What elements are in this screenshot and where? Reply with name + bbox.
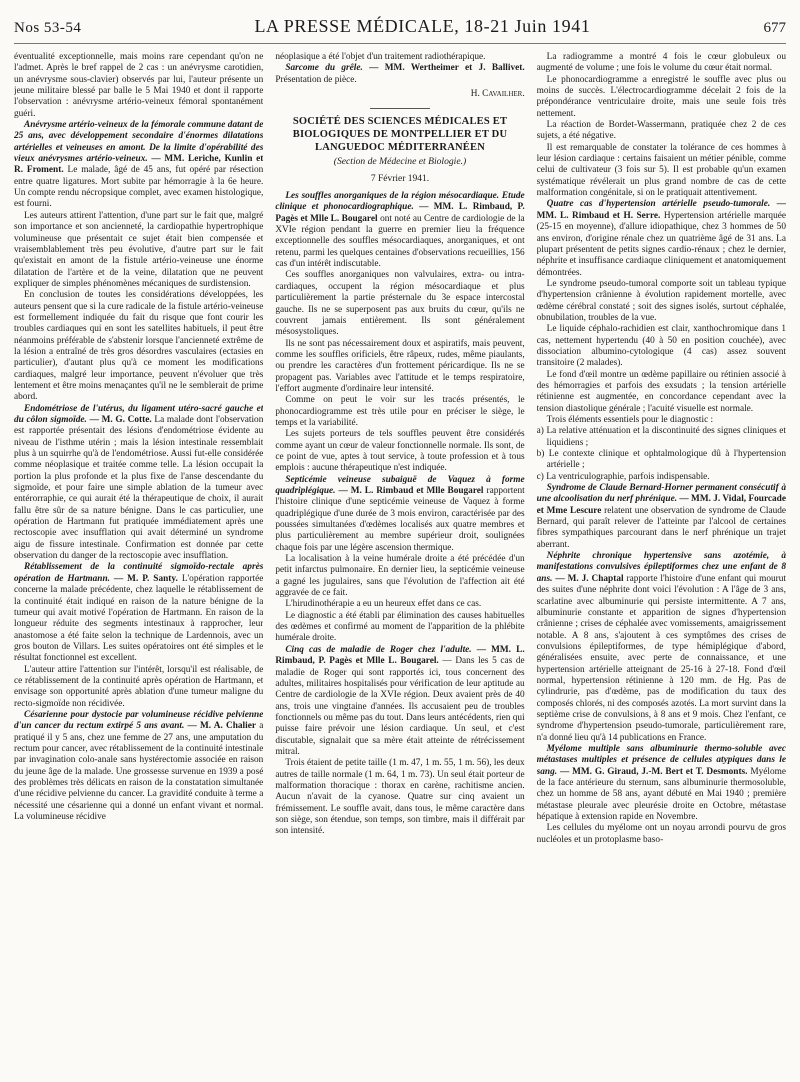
paragraph: néoplasique a été l'objet d'un traitement radiothérapique. [275,52,486,62]
article-title: Quatre cas d'hypertension artérielle pseudo-tumorale. [546,199,771,210]
paragraph: Les cellules du myélome ont un noyau arrondi pourvu de gros nucléoles et un protoplasme baso- [536,823,786,845]
paragraph: Ils ne sont pas nécessairement doux et aspiratifs, mais peuvent, comme les souffles orificiels, être râpeux, rudes, même piaulants, ou prendre les caractères d'un frottement péricardique. Ils ne se propagent pas. Variables avec l'attitude et le temps respiratoire, l'effort augmente d'ordinaire leur intensité. [275,338,525,394]
article-rimbaud-serre [537,199,786,278]
article-authors: — MM. L. Rimbaud et H. Serre. [536,199,786,221]
article-text: rapporte l'histoire d'une enfant qui mourut des suites d'une néphrite dont voici l'évolution : A l'âge de 3 ans, scarlatine avec albuminurie qui persiste intermittente. A 7 ans, albuminurie constante et apparition de signes d'hypertension crânienne ; crises de céphalée avec vomissements, amaigrissement notable. A 8 ans, s'ajoutent à ces symptômes des crises de convulsions épileptiformes, de type hémiplégique d'abord, généralisées ensuite, avec perte de connaissance, et une hypertension artérielle atteignant de 25-16 à 27-18. Fond d'œil normal, hypertension rétinienne à 120 mm. de Hg. Pas de cylindrurie, pas d'œdème, pas de modification du taux des composés chlorés, ni des composés azotés. La mort survint dans la septième crise de convulsions, à 8 ans et 9 mois. Chez l'enfant, ce syndrome d'hypertension pseudo-tumorale, particulièrement rare, n'a donné lieu qu'à 14 publications en France. [536,573,786,743]
paragraph: Il est remarquable de constater la tolérance de ces hommes à leur lésion cardiaque : certains faisaient un métier pénible, comme celui de cultivateur (3 fois sur 5). Il est probable qu'un examen systématique révélerait un plus grand nombre de cas de cette malformation congénitale, si on le pratiquait attentivement. [536,142,786,199]
paragraph: Le syndrome pseudo-tumoral comporte soit un tableau typique d'hypertension crânienne à évolution rapidement mortelle, avec œdème cérébral constaté ; soit des signes isolés, surtout céphalée, obnubilation, troubles de la vue. [536,278,786,323]
article-rimbaud-roger [275,645,524,758]
session-date: 7 Février 1941. [370,173,430,184]
article-giraud [537,744,786,823]
article-authors: — M. J. Chaptal [555,573,624,584]
paragraph: La réaction de Bordet-Wassermann, pratiquée chez 2 de ces sujets, a été négative. [536,120,786,142]
article-text: rapportent l'histoire clinique d'une septicémie veineuse de Vaquez à forme quadriplégique d'une durée de 3 mois environ, caractérisée par des poussées simultanées d'œdèmes localisés aux quatre membres et plus particulièrement au membre supérieur droit, soulignées chaque fois par une légère ascension thermique. [275,486,525,553]
article-title: Myélome multiple sans albuminurie thermo-soluble avec métastases multiples et présence de cellules atypiques dans le sang. [536,743,786,777]
article-title: Septicémie veineuse subaiguë de Vaquez à forme quadriplégique. [275,474,525,496]
article-text: ont noté au Centre de cardiologie de la XVIe région pendant la guerre en premier lieu la fréquence exceptionnelle des souffles mésocardiaques, anorganiques, et ont retenu, parmi les quelques centaines d'observations recueillies, 156 cas d'un intérêt indiscutable. [275,213,525,270]
article-title: Endométriose de l'utérus, du ligament utéro-sacré gauche et du côlon sigmoïde. [14,403,264,425]
paragraph: Les auteurs attirent l'attention, d'une part sur le fait que, malgré son importance et son ancienneté, la cardiopathie hypertrophique volumineuse que présentait ce sujet était bien compensée et vraisemblablement très peu évolutive, d'autre part sur le fait qu'existait en amont de la fistule artério-veineuse une énorme dilatation de l'artère et de la veine, dilatation que ne peuvent expliquer de simples phénomènes mécaniques de surdistension. [14,210,264,289]
paragraph: L'hirudinothérapie a eu un heureux effet dans ce cas. [285,599,482,610]
article-text: Hypertension artérielle marquée (25-15 en moyenne), d'allure idiopathique, chez 3 hommes de 50 ans environ, d'origine rénale chez un quatrième âgé de 31 ans. La plupart présentent de petits signes cardio-rénaux ; chez le dernier, néphrite et insuffisance cardiaque cliniquement et anatomiquement démontrées. [536,210,786,278]
article-title: Rétablissement de la continuité sigmoïdo-rectale après opération de Hartmann. [14,562,264,584]
page-header [14,16,786,44]
article-vidal [537,483,786,551]
article-text: — Dans les 5 cas de maladie de Roger qui sont rapportés ici, tous concernent des adultes, militaires hospitalisés pour vérification de leur aptitude au Centre de cardiologie de la XVIe région. Deux avaient près de 40 ans, trois une vingtaine d'années. Ils accusaient peu de troubles fonctionnels ou même pas du tout. Dans leurs antécédents, rien qui puisse faire prévoir une lésion cardiaque. Un seul, et c'est discutable, signalait que sa mère était atteinte de rétrécissement mitral. [275,656,525,757]
paragraph: éventualité exceptionnelle, mais moins rare cependant qu'on ne l'admet. Après le bref rappel de 2 cas : un anévrysme carotidien, un anévrysme sous-clavier) observés par lui, l'auteur présente un jeune militaire blessé par balle le 5 Mai 1940 et dont il rapporte l'observation : anévrysme artério-veineux fémoral spontanément guéri. [14,52,264,119]
article-title: Cinq cas de maladie de Roger chez l'adulte. [285,644,472,655]
article-authors: — M. L. Rimbaud et Mlle Bougarel [338,486,484,496]
paragraph: Comme on peut le voir sur les tracés présentés, le phonocardiogramme est très utile pour en préciser le siège, le temps et la variabilité. [275,395,525,428]
article-authors: — M. G. Cotte. [89,415,152,425]
article-chaptal [537,551,786,744]
paragraph: En conclusion de toutes les considérations développées, les auteurs pensent que si la cure radicale de la fistule artério-veineuse est formellement indiquée du fait du risque que font courir les troubles cardiaques qui en sont les satellites habituels, il peut être néanmoins préférable de s'abstenir lorsque l'ancienneté extrême de la lésion a entraîné de très gros désordres vasculaires (ectasies en particulier), d'autant plus qu'à ce moment les modifications cardiaques, malgré leur importance, peuvent n'évoluer que très lentement et être moins menaçantes qu'il ne le semblerait de prime abord. [14,290,264,403]
article-title: Syndrome de Claude Bernard-Horner permanent consécutif à une alcoolisation du nerf phrénique. [536,483,786,505]
paragraph: Le fond d'œil montre un œdème papillaire ou rétinien associé à des hémorragies et parfois des exsudats ; la tension artérielle rétinienne est augmentée, en concordance cependant avec la tension diastolique générale ; l'acuité visuelle est normale. [536,369,786,414]
paragraph: Trois éléments essentiels pour le diagnostic : [546,415,714,425]
article-santy [14,562,263,664]
article-wertheimer [275,63,524,86]
society-heading: SOCIÉTÉ DES SCIENCES MÉDICALES ET BIOLOGIQUES DE MONTPELLIER ET DU LANGUEDOC MÉDITERRANÉEN [292,116,508,154]
article-authors: — MM. L. Rimbaud, P. Pagès et Mlle L. Bougarel. [275,644,525,667]
article-authors: — MM. Leriche, Kunlin et R. Froment. [14,154,264,176]
article-rimbaud-souffles [275,191,524,270]
article-authors: — MM. G. Giraud, J.-M. Bert et T. Desmonts. [559,766,748,777]
section-heading: (Section de Médecine et Biologie.) [333,156,467,168]
article-text: Myélome de la face antérieure du sternum, sans albuminurie thermosoluble, chez un homme de 58 ans, ayant débuté en Mai 1940 ; première métastase pleurale avec pleurésie droite en Octobre, métastase hépatique à extension rapide en Novembre. [536,766,786,823]
article-text: L'opération rapportée concerne la malade précédente, chez laquelle le rétablissement de la continuité était indiqué en raison de la nature bénigne de la tumeur qui avait motivé l'opération de Hartmann. En raison de la longueur réduite des segments intestinaux à rapprocher, leur anastomose a été faite selon la technique de Lardennois, avec un gros bouton de Villars. Les suites opératoires ont été simples et le résultat fonctionnel est excellent. [14,573,264,664]
article-authors: — M. A. Chalier [187,721,256,732]
issue-number: Nos 53-54 [14,20,82,36]
article-leriche [14,120,263,211]
article-chalier [14,710,263,823]
page-number: 677 [763,20,786,36]
column-3 [537,52,786,1070]
article-title: Néphrite chronique hypertensive sans azotémie, à manifestations convulsives épileptiformes chez une enfant de 8 ans. [536,551,786,584]
column-1 [14,52,263,1070]
article-text: a pratiqué il y 5 ans, chez une femme de 27 ans, une amputation du rectum pour cancer, avec rétablissement de la continuité intestinale par invagination colo-anale sans hystérectomie associée en raison du jeune âge de la malade. Une grossesse survenue en 1939 a posé des problèmes très délicats en raison de la constatation simultanée d'une récidive pelvienne du cancer. La gravidité conduite à terme a nécessité une césarienne qui a donné un enfant vivant et normal. La volumineuse récidive [14,721,264,823]
paragraph: Le liquide céphalo-rachidien est clair, xanthochromique dans 1 cas, nettement hypertendu (40 à 50 en position couchée), avec dissociation albumino-cytologique (4 cas) assez souvent transitoire (2 malades). [536,324,786,369]
list-item: c) La ventriculographie, parfois indispensable. [536,471,710,482]
article-authors: — M. P. Santy. [113,573,178,584]
article-authors: — MM. L. Rimbaud, P. Pagès et Mlle L. Bougarel [275,202,525,224]
journal-title: LA PRESSE MÉDICALE, 18-21 Juin 1941 [254,16,591,36]
article-title: Césarienne pour dystocie par volumineuse récidive pelvienne d'un cancer du rectum extirpé 5 ans avant. [14,709,264,732]
column-2 [275,52,524,1070]
divider [370,108,430,109]
article-title: Sarcome du grêle. [285,63,363,74]
article-authors: — MM. Wertheimer et J. Ballivet. [369,63,525,74]
article-text: Le malade, âgé de 45 ans, fut opéré par résection entre quatre ligatures. Mort subite par hémorragie à la 6e heure. Un compte rendu nécropsique complet, avec examen histologique, est fourni. [14,165,264,210]
paragraph: Les sujets porteurs de tels souffles peuvent être considérés comme ayant un cœur de valeur fonctionnelle normale. Ils sont, de ce point de vue, aptes à tout service, à toute profession et à tous emplois : aucune thérapeutique n'est indiquée. [275,429,525,474]
article-text: Présentation de pièce. [275,74,357,85]
paragraph: L'auteur attire l'attention sur l'intérêt, lorsqu'il est réalisable, de ce rétablissement de la continuité après opération de Hartmann, et envisage son opportunité après ablation d'une tumeur maligne du recto-sigmoïde non récidivée. [14,664,264,709]
paragraph: Ces souffles anorganiques non valvulaires, extra- ou intra-cardiaques, occupent la région mésocardiaque et plus particulièrement la partie présternale du 3e espace intercostal gauche. Ils ne se superposent pas aux bruits du cœur, qu'ils ne couvrent jamais entièrement. Ils sont généralement mésosystoliques. [275,270,525,338]
article-text: La malade dont l'observation est rapportée présentait des lésions d'endométriose évidente au niveau de l'isthme utérin ; mais la lésion intestinale ressemblait plus à un squirrhe qu'à de l'endométriose. Aussi fut-elle considérée comme néoplasique et traitée comme telle. La lésion occupait la portion la plus profonde et la plus fixe de l'anse descendante du sigmoïde, et pour faire une simple ablation de la tumeur avec entérorraphie, ce qui aurait été la thérapeutique de choix, il aurait fallu être sûr de sa nature bénigne. Dans le cas particulier, une opération de Hartmann fut pratiquée immédiatement après une rectoscopie avec insufflation qui avait déterminé un syndrome aigu de fissure intestinale. Confirmation est donnée par cette observation du danger de la rectoscopie avec insufflation. [14,415,264,562]
article-title: Les souffles anorganiques de la région mésocardiaque. Etude clinique et phonocardiographique. [275,191,525,213]
article-cotte [14,404,263,563]
article-title: Anévrysme artério-veineux de la fémorale commune datant de 25 ans, avec développement secondaire d'énormes dilatations artérielles et veineuses en amont. De la limite d'opérabilité des vieux anévrysmes artério-veineux. [14,120,264,165]
article-rimbaud-vaquez [275,475,524,554]
paragraph: La localisation à la veine humérale droite a été précédée d'un petit infarctus pulmonaire. En dernier lieu, la septicémie veineuse a gagné les jugulaires, sans que l'évolution de l'affection ait été aggravée de ce fait. [275,554,525,599]
paragraph: Le diagnostic a été établi par élimination des causes habituelles des œdèmes et confirmé au moment de l'apparition de la phlébite humérale droite. [275,610,525,644]
article-text: relatent une observation de syndrome de Claude Bernard, qui paraît relever de l'atteinte par l'alcool de certaines fibres sympathiques parcourant dans le nerf phrénique un trajet aberrant. [536,505,786,550]
paragraph: Le phonocardiogramme a enregistré le souffle avec plus ou moins de succès. L'électrocardiogramme décelait 2 fois de la prépondérance ventriculaire droite, mais une seule fois très nettement. [536,74,786,119]
paragraph: Trois étaient de petite taille (1 m. 47, 1 m. 55, 1 m. 56), les deux autres de taille normale (1 m. 64, 1 m. 73). Un seul était porteur de malformation thoracique : thorax en carène, rachitisme ancien. Aucun n'avait de la cyanose. Quatre sur cinq avaient un frémissement. Le souffle avait, dans tous, le même caractère dans son siège, son étendue, son temps, son timbre, mais il différait par son intensité. [275,758,525,837]
signature: H. Cavailher. [470,89,525,100]
list-item: a) La relative atténuation et la discontinuité des signes cliniques et liquidiens ; [536,426,786,448]
paragraph: La radiogramme a montré 4 fois le cœur globuleux ou augmenté de volume ; une fois le volume du cœur était normal. [536,52,786,74]
list-item: b) Le contexte clinique et ophtalmologique dû à l'hypertension artérielle ; [536,449,786,471]
article-authors: — MM. J. Vidal, Fourcade et Mme Lescure [536,494,786,516]
